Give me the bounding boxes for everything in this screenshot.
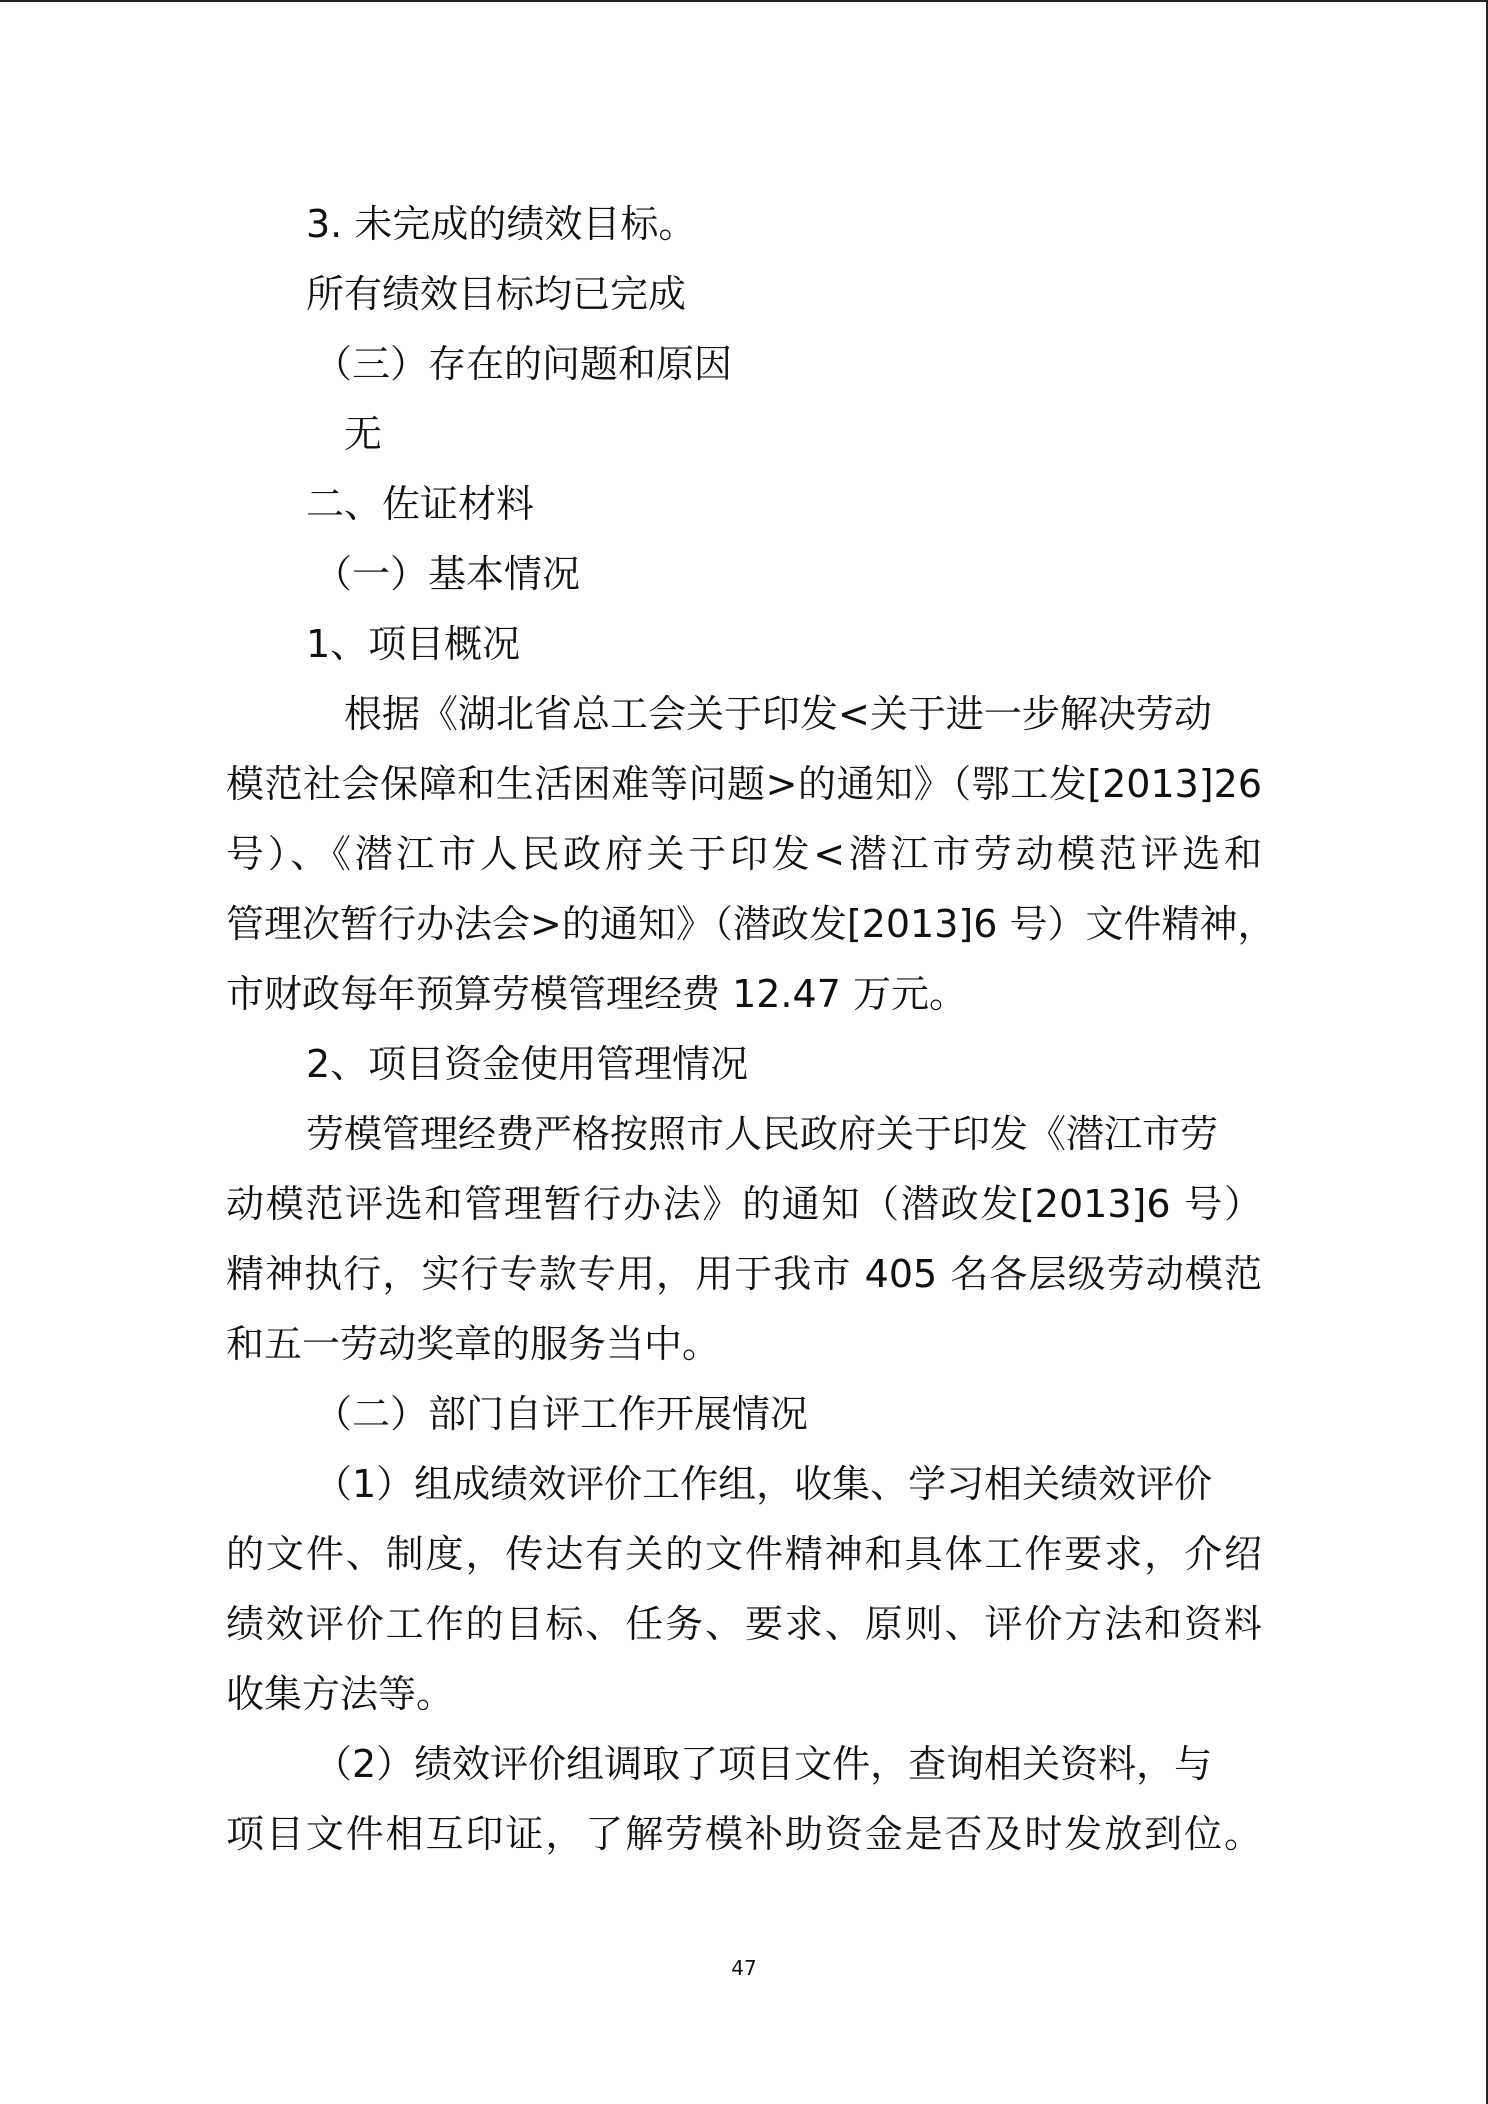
page-number: 47 <box>731 1956 757 1980</box>
paragraph-line: 动模范评选和管理暂行办法》的通知（潜政发[2013]6 号） <box>226 1182 1262 1226</box>
heading-fund-management: 2、项目资金使用管理情况 <box>306 1042 749 1086</box>
paragraph-line: 绩效评价工作的目标、任务、要求、原则、评价方法和资料 <box>226 1602 1262 1646</box>
paragraph-line: （1）组成绩效评价工作组，收集、学习相关绩效评价 <box>314 1462 1213 1506</box>
paragraph-all-goals-completed: 所有绩效目标均已完成 <box>306 272 687 316</box>
paragraph-none: 无 <box>344 412 383 456</box>
section-heading-basic-situation: （一）基本情况 <box>314 552 581 596</box>
paragraph-line: 和五一劳动奖章的服务当中。 <box>226 1322 721 1366</box>
paragraph-line: 市财政每年预算劳模管理经费 12.47 万元。 <box>226 972 967 1016</box>
paragraph-line: 号）、《潜江市人民政府关于印发<潜江市劳动模范评选和 <box>226 832 1262 876</box>
section-heading-problems: （三）存在的问题和原因 <box>314 342 733 386</box>
paragraph-line: 的文件、制度，传达有关的文件精神和具体工作要求，介绍 <box>226 1532 1262 1576</box>
heading-unfinished-goals: 3. 未完成的绩效目标。 <box>306 202 697 246</box>
section-heading-evidence: 二、佐证材料 <box>306 482 535 526</box>
paragraph-line: 管理次暂行办法会>的通知》（潜政发[2013]6 号）文件精神， <box>226 902 1276 946</box>
paragraph-line: 精神执行，实行专款专用，用于我市 405 名各层级劳动模范 <box>226 1252 1262 1296</box>
paragraph-line: 项目文件相互印证，了解劳模补助资金是否及时发放到位。 <box>226 1812 1262 1856</box>
paragraph-line: 劳模管理经费严格按照市人民政府关于印发《潜江市劳 <box>306 1112 1219 1156</box>
paragraph-line: 模范社会保障和生活困难等问题>的通知》（鄂工发[2013]26 <box>226 762 1262 806</box>
heading-project-overview: 1、项目概况 <box>306 622 521 666</box>
section-heading-self-evaluation: （二）部门自评工作开展情况 <box>314 1392 809 1436</box>
paragraph-line: 收集方法等。 <box>226 1672 455 1716</box>
paragraph-line: 根据《湖北省总工会关于印发<关于进一步解决劳动 <box>344 692 1212 736</box>
paragraph-line: （2）绩效评价组调取了项目文件，查询相关资料，与 <box>314 1742 1213 1786</box>
